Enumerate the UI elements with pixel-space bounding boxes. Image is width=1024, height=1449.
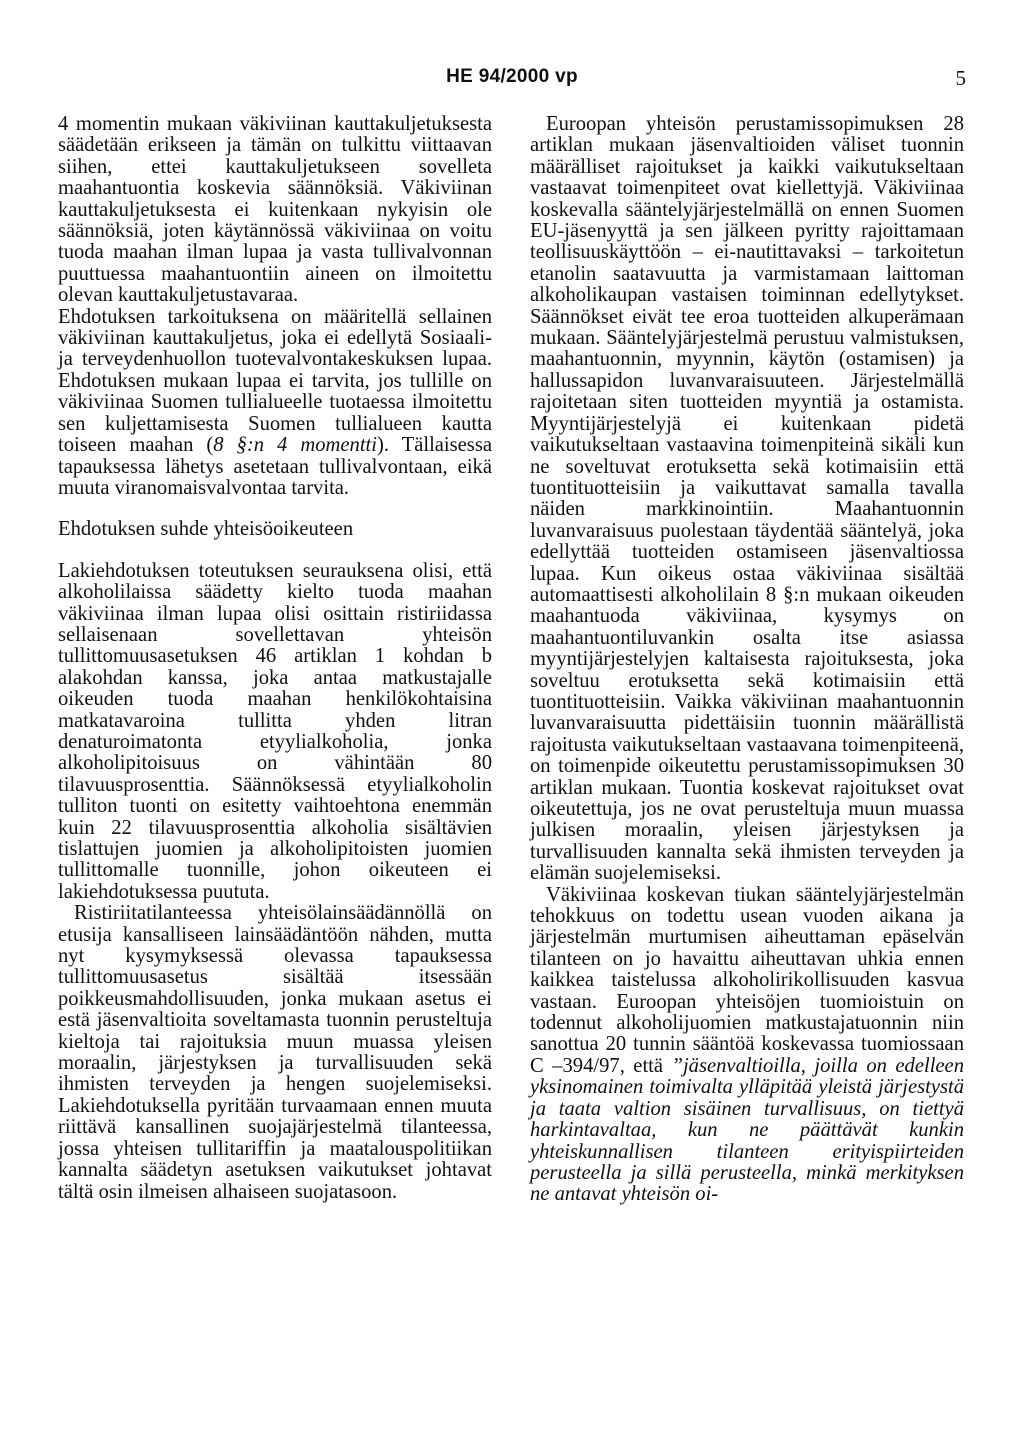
right-paragraph-2-text: Väkiviinaa koskevan tiukan sääntelyjärjestelmän tehokkuus on todettu usean vuoden aikana ja järjestelmän murtumisen aiheuttaman epäselvän tilanteen on jo havaittu aiheuttavan uhkia ennen kaikkea taistelussa alkoholirikollisuuden kasvua vastaan. Euroopan yhteisöjen tuomioistuin on todennut alkoholijuomien matkustajatuonnin niin sanottua 20 tunnin sääntöä koskevassa tuomiossaan C –394/97, että bbox=[530, 883, 964, 1077]
page-number: 5 bbox=[955, 66, 966, 90]
right-paragraph-2 bbox=[530, 885, 964, 1206]
page-header bbox=[0, 66, 1024, 96]
left-paragraph-4: Ristiriitatilanteessa yhteisölainsäädännöllä on etusija kansalliseen lainsäädäntöön nähden, mutta nyt kysymyksessä olevassa tapauksessa tullittomuusasetus sisältää itsessään poikkeusmahdollisuuden, jonka mukaan asetus ei estä jäsenvaltioita soveltamasta tuonnin perusteltuja kieltoja tai rajoituksia muun muassa yleisen moraalin, järjestyksen ja turvallisuuden sekä ihmisten terveyden ja hengen suojelemiseksi. Lakiehdotuksella pyritään turvaamaan ennen muuta riittävä kansallinen suojajärjestelmä tilanteessa, jossa yhteisen tullitariffin ja maatalouspolitiikan kannalta säädetyn asetuksen vaikutukset johtavat tältä osin ilmeisen alhaiseen suojatasoon. bbox=[58, 902, 492, 1203]
right-paragraph-1: Euroopan yhteisön perustamissopimuksen 28 artiklan mukaan jäsenvaltioiden väliset tuonnin määrälliset rajoitukset ja kaikki vaikutukseltaan vastaavat toimenpiteet ovat kiellettyjä. Väkiviinaa koskevalla sääntelyjärjestelmällä on ennen Suomen EU-jäsenyyttä ja sen jälkeen pyritty rajoittamaan teollisuuskäyttöön – ei-nautittavaksi – tarkoitetun etanolin saatavuutta ja varmistamaan laittoman alkoholikaupan vastaisen toiminnan edellytykset. Säännökset eivät tee eroa tuotteiden alkuperämaan mukaan. Sääntelyjärjestelmä perustuu valmistuksen, maahantuonnin, myynnin, käytön (ostamisen) ja hallussapidon luvanvaraisuuteen. Järjestelmällä rajoitetaan siten tuotteiden myyntiä ja ostamista. Myyntijärjestelyjä ei kuitenkaan pidetä vaikutukseltaan vastaavina toimenpiteinä sikäli kun ne soveltuvat erotuksetta sekä kotimaisiin että tuontituotteisiin ja vaikuttavat samalla tavalla näiden markkinointiin. Maahantuonnin luvanvaraisuus puolestaan täydentää sääntelyä, joka edellyttää tuotteiden ostamiseen jäsenvaltiossa lupaa. Kun oikeus ostaa väkiviinaa sisältää automaattisesti alkoholilain 8 §:n mukaan oikeuden maahantuoda väkiviinaa, kysymys on maahantuontiluvankin osalta itse asiassa myyntijärjestelyjen kaltaisesta rajoituksesta, joka soveltuu erotuksetta sekä kotimaisiin että tuontituotteisiin. Vaikka väkiviinan maahantuonnin luvanvaraisuutta pidettäisiin tuonnin määrällistä rajoitusta vaikutukseltaan vastaavana toimenpiteenä, on toimenpide oikeutettu perustamissopimuksen 30 artiklan mukaan. Tuontia koskevat rajoitukset ovat oikeutettuja, jos ne ovat perusteltuja muun muassa julkisen moraalin, yleisen järjestyksen ja turvallisuuden kannalta sekä ihmisten terveyden ja elämän suojelemiseksi. bbox=[530, 113, 964, 885]
right-column bbox=[530, 114, 964, 1206]
document-id: HE 94/2000 vp bbox=[446, 66, 578, 87]
left-paragraph-1: 4 momentin mukaan väkiviinan kauttakuljetuksesta säädetään erikseen ja tämän on tulkittu viittaavan siihen, ettei kauttakuljetukseen sovelleta maahantuontia koskevia säännöksiä. Väkiviinan kauttakuljetuksesta ei kuitenkaan nykyisin ole säännöksiä, joten käytännössä väkiviinaa on voitu tuoda maahan ilman lupaa ja vasta tullivalvonnan puuttuessa maahantuontiin aineen on ilmoitettu olevan kauttakuljetustavaraa. bbox=[58, 113, 492, 307]
left-paragraph-2-text-b: ). Tällaisessa tapauksessa lähetys asetetaan tullivalvontaan, eikä muuta viranomaisvalvontaa tarvita. bbox=[58, 434, 492, 499]
court-quote: ”jäsenvaltioilla, joilla on edelleen yksinomainen toimivalta ylläpitää yleistä järjestystä ja taata valtion sisäinen turvallisuus, on tiettyä harkintavaltaa, kun ne päättävät kunkin yhteiskunnallisen tilanteen erityispiirteiden perusteella ja sillä perusteella, minkä merkityksen ne antavat yhteisön oi- bbox=[530, 1054, 964, 1206]
statute-reference: 8 §:n 4 momentti bbox=[213, 434, 377, 457]
left-paragraph-2 bbox=[58, 307, 492, 500]
left-column bbox=[58, 114, 492, 1203]
left-paragraph-2-text-a: Ehdotuksen tarkoituksena on määritellä sellainen väkiviinan kauttakuljetus, joka ei edellytä Sosiaali- ja terveydenhuollon tuotevalvontakeskuksen lupaa. Ehdotuksen mukaan lupaa ei tarvita, jos tullille on väkiviinaa Suomen tullialueelle tuotaessa ilmoitettu sen kuljettamisesta Suomen tullialueen kautta toiseen maahan ( bbox=[58, 305, 492, 457]
left-paragraph-3: Lakiehdotuksen toteutuksen seurauksena olisi, että alkoholilaissa säädetty kielto tuoda maahan väkiviinaa ilman lupaa olisi osittain ristiriidassa sellaisenaan sovellettavan yhteisön tullittomuusasetuksen 46 artiklan 1 kohdan b alakohdan kanssa, joka antaa matkustajalle oikeuden tuoda maahan henkilökohtaisina matkatavaroina tullitta yhden litran denaturoimatonta etyylialkoholia, jonka alkoholipitoisuus on vähintään 80 tilavuusprosenttia. Säännöksessä etyylialkoholin tulliton tuonti on esitetty vaihtoehtona enemmän kuin 22 tilavuusprosenttia alkoholia sisältävien tislattujen juomien ja alkoholipitoisten juomien tullittomalle tuonnille, johon oikeuteen ei lakiehdotuksessa puututa. bbox=[58, 559, 492, 903]
section-heading: Ehdotuksen suhde yhteisöoikeuteen bbox=[58, 518, 354, 541]
